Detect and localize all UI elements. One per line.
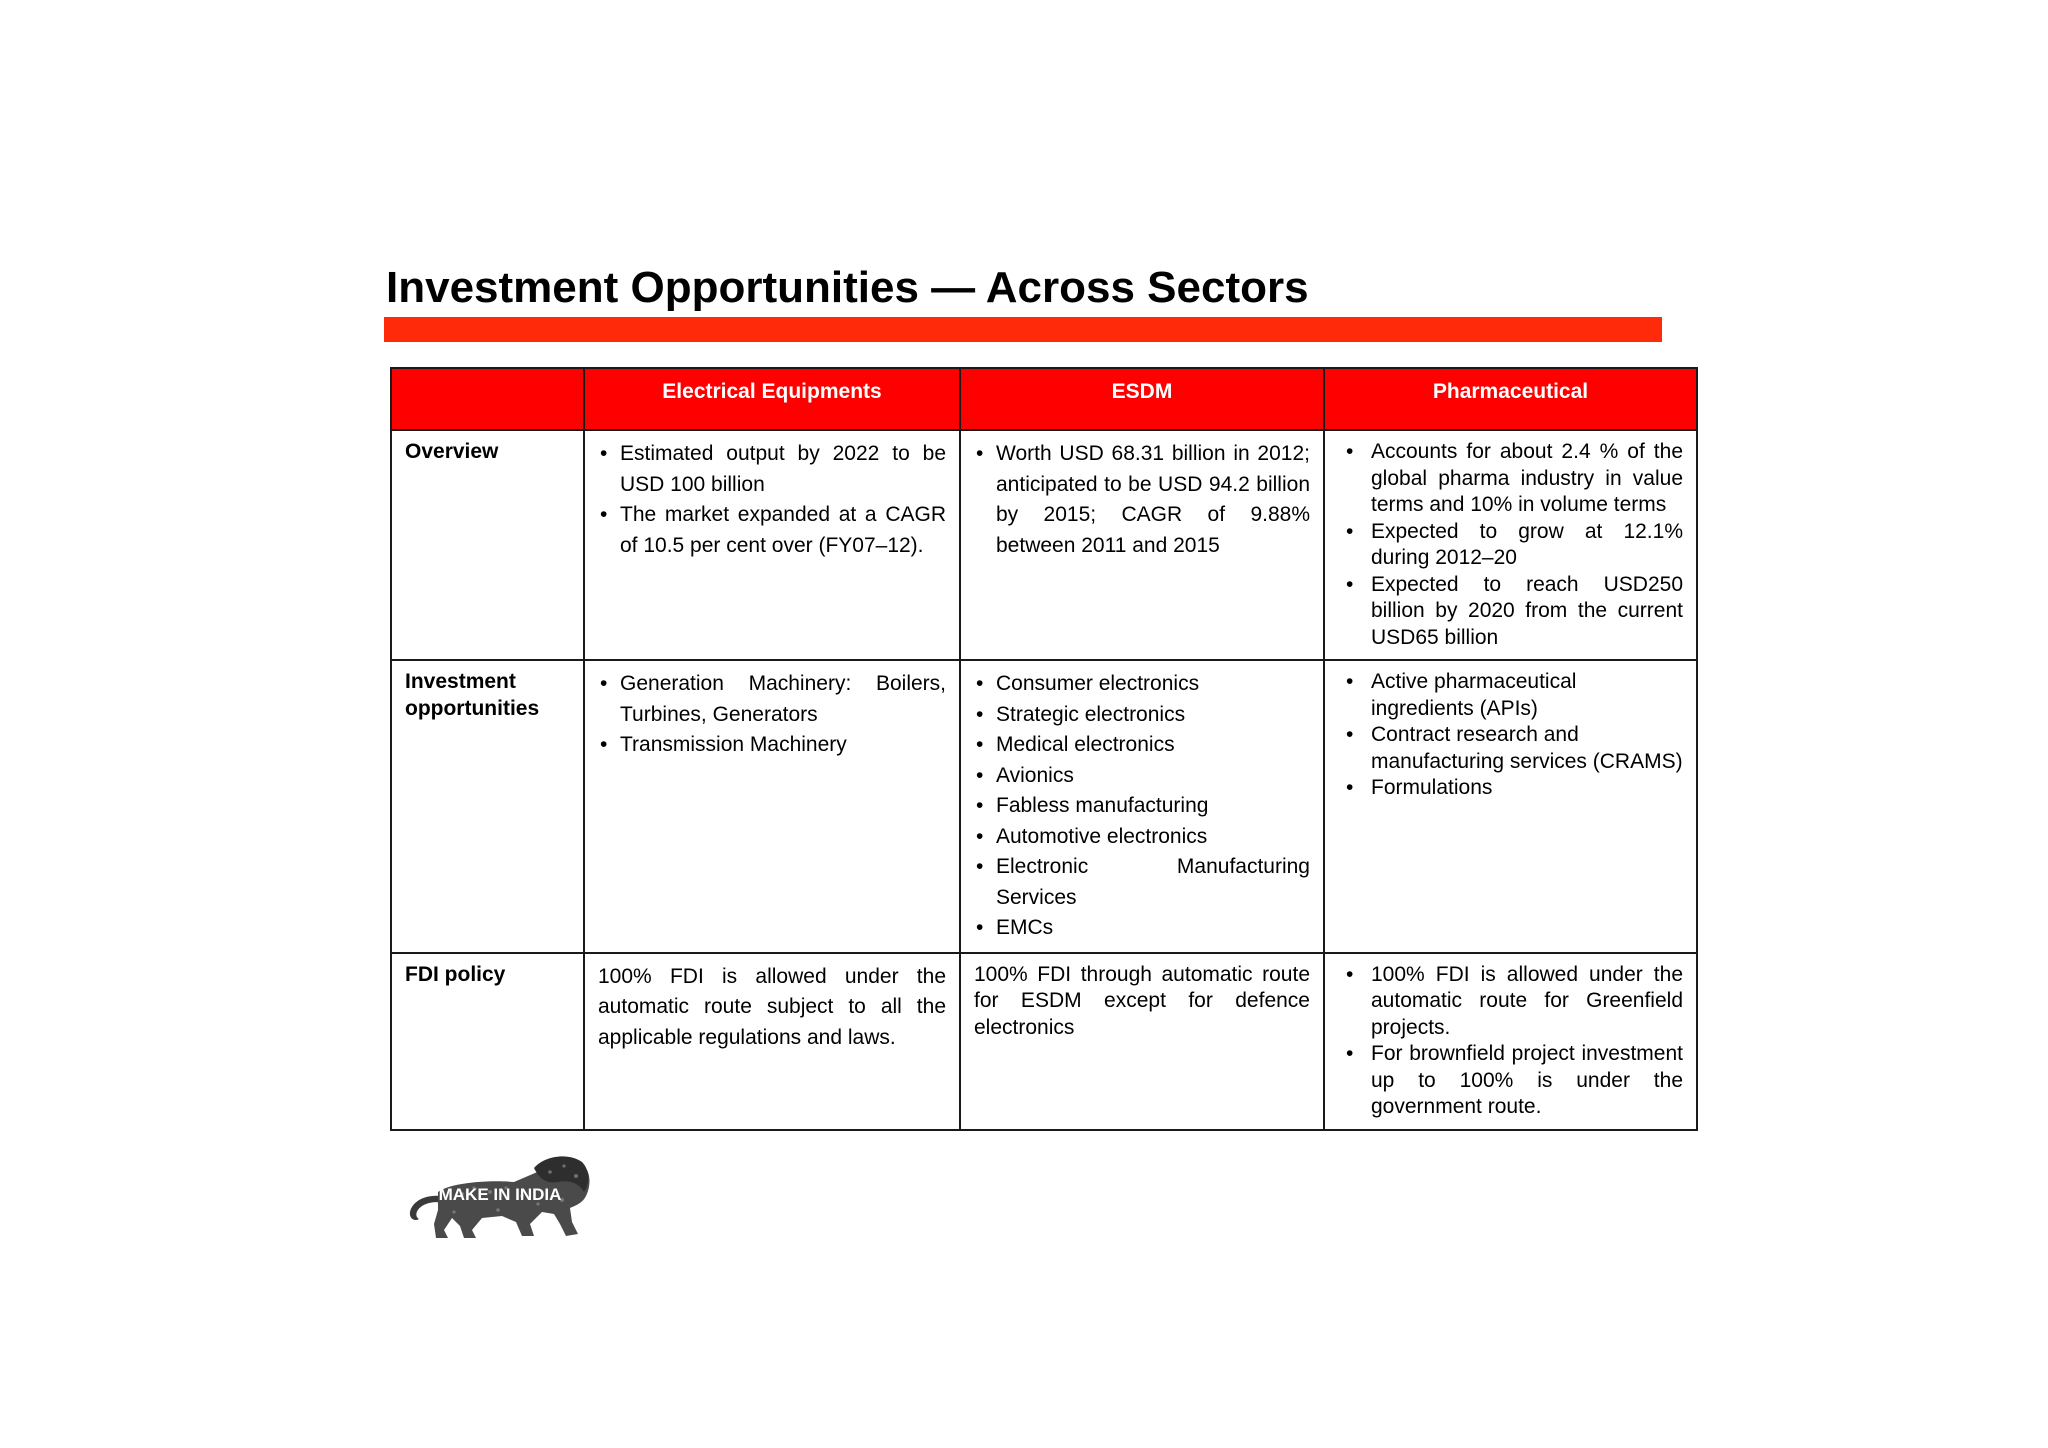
lion-icon (402, 1152, 594, 1242)
bullet-list (598, 669, 946, 761)
title-accent-bar (384, 317, 1662, 342)
list-item: • Fabless manufacturing (974, 791, 1310, 822)
header-pharmaceutical: Pharmaceutical (1324, 368, 1697, 430)
cell-investment-esdm (960, 660, 1324, 953)
logo-text: MAKE IN INDIA (438, 1185, 562, 1204)
table-row-overview (391, 430, 1697, 660)
list-item: • Medical electronics (974, 730, 1310, 761)
list-item: • Strategic electronics (974, 700, 1310, 731)
list-item: • Active pharmaceutical ingredients (APIs) (1338, 669, 1683, 722)
cell-overview-electrical (584, 430, 960, 660)
table-row-fdi-policy (391, 953, 1697, 1130)
table-row-investment-opportunities (391, 660, 1697, 953)
list-item: • For brownfield project investment up to 100% is under the government route. (1338, 1041, 1683, 1121)
list-item: • EMCs (974, 913, 1310, 944)
cell-overview-pharma (1324, 430, 1697, 660)
list-item: • Estimated output by 2022 to be USD 100 billion (598, 439, 946, 500)
cell-investment-pharma (1324, 660, 1697, 953)
list-item: • Formulations (1338, 775, 1683, 802)
list-item: • Generation Machinery: Boilers, Turbines, Generators (598, 669, 946, 730)
cell-investment-electrical (584, 660, 960, 953)
page-title: Investment Opportunities — Across Sectors (386, 263, 1309, 312)
cell-fdi-esdm (960, 953, 1324, 1130)
cell-fdi-electrical (584, 953, 960, 1130)
header-esdm: ESDM (960, 368, 1324, 430)
list-item: • Accounts for about 2.4 % of the global pharma industry in value terms and 10% in volume terms (1338, 439, 1683, 519)
make-in-india-logo (402, 1152, 594, 1242)
fdi-esdm-text: 100% FDI through automatic route for ESDM except for defence electronics (974, 962, 1310, 1039)
header-electrical-equipments: Electrical Equipments (584, 368, 960, 430)
list-item: • Consumer electronics (974, 669, 1310, 700)
list-item: • Expected to grow at 12.1% during 2012–20 (1338, 519, 1683, 572)
row-label-fdi-policy: FDI policy (391, 953, 584, 1130)
bullet-list (598, 439, 946, 561)
fdi-electrical-text: 100% FDI is allowed under the automatic route subject to all the applicable regulations and laws. (598, 964, 946, 1049)
bullet-list (1338, 669, 1683, 802)
table-header-row (391, 368, 1697, 430)
list-item: • Automotive electronics (974, 822, 1310, 853)
bullet-list (1338, 962, 1683, 1121)
list-item: • 100% FDI is allowed under the automatic route for Greenfield projects. (1338, 962, 1683, 1042)
bullet-list (1338, 439, 1683, 651)
sector-table (390, 367, 1698, 1131)
bullet-list (974, 669, 1310, 944)
list-item: • Electronic Manufacturing Services (974, 852, 1310, 913)
list-item: • Avionics (974, 761, 1310, 792)
list-item: • Transmission Machinery (598, 730, 946, 761)
header-corner-cell (391, 368, 584, 430)
cell-fdi-pharma (1324, 953, 1697, 1130)
list-item: • Contract research and manufacturing services (CRAMS) (1338, 722, 1683, 775)
row-label-overview: Overview (391, 430, 584, 660)
bullet-list (974, 439, 1310, 561)
row-label-investment-opportunities: Investment opportunities (391, 660, 584, 953)
list-item: • Worth USD 68.31 billion in 2012; anticipated to be USD 94.2 billion by 2015; CAGR of 9.88% between 2011 and 2015 (974, 439, 1310, 561)
list-item: • The market expanded at a CAGR of 10.5 per cent over (FY07–12). (598, 500, 946, 561)
list-item: • Expected to reach USD250 billion by 2020 from the current USD65 billion (1338, 572, 1683, 652)
cell-overview-esdm (960, 430, 1324, 660)
